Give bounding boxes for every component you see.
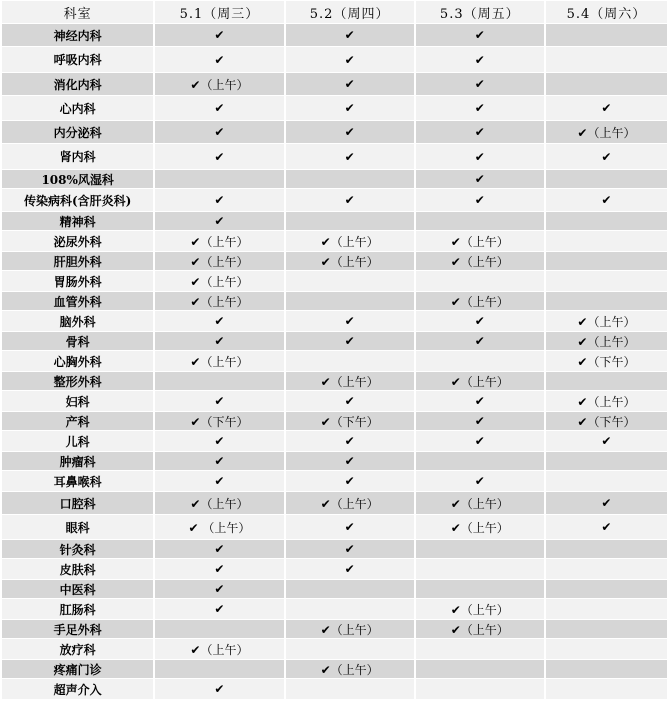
department-name: 耳鼻喉科 (2, 471, 153, 491)
schedule-cell-day-2: ✔ (286, 559, 414, 579)
schedule-cell-day-4: ✔ (546, 96, 667, 120)
schedule-cell-day-4: ✔ (546, 492, 667, 514)
schedule-cell-day-3: ✔（上午） (416, 492, 544, 514)
schedule-cell-day-3: ✔ (416, 391, 544, 411)
schedule-cell-day-2: ✔（下午） (286, 412, 414, 430)
schedule-cell-day-2 (286, 271, 414, 291)
table-row (2, 189, 667, 211)
schedule-cell-day-4: ✔ (546, 144, 667, 169)
schedule-cell-day-1 (155, 660, 283, 678)
schedule-cell-day-1: ✔（上午） (155, 252, 283, 270)
schedule-cell-day-2 (286, 639, 414, 659)
department-name: 肾内科 (2, 144, 153, 169)
schedule-cell-day-4 (546, 452, 667, 470)
department-name: 心内科 (2, 96, 153, 120)
schedule-cell-day-3 (416, 679, 544, 699)
department-name: 皮肤科 (2, 559, 153, 579)
table-row (2, 679, 667, 699)
table-row (2, 452, 667, 470)
schedule-body (2, 24, 667, 699)
schedule-cell-day-3 (416, 639, 544, 659)
schedule-cell-day-4 (546, 271, 667, 291)
schedule-cell-day-1: ✔ (155, 121, 283, 143)
schedule-cell-day-3 (416, 559, 544, 579)
schedule-cell-day-3 (416, 580, 544, 598)
table-row (2, 391, 667, 411)
schedule-cell-day-3: ✔ (416, 471, 544, 491)
schedule-cell-day-1: ✔ (155, 24, 283, 46)
table-row (2, 559, 667, 579)
department-name: 产科 (2, 412, 153, 430)
schedule-cell-day-3: ✔（上午） (416, 515, 544, 539)
table-row (2, 492, 667, 514)
schedule-cell-day-1: ✔（上午） (155, 351, 283, 371)
schedule-cell-day-3 (416, 212, 544, 230)
department-name: 神经内科 (2, 24, 153, 46)
department-name: 中医科 (2, 580, 153, 598)
schedule-cell-day-3: ✔ (416, 121, 544, 143)
schedule-cell-day-2 (286, 599, 414, 619)
schedule-cell-day-4 (546, 252, 667, 270)
table-row (2, 252, 667, 270)
schedule-cell-day-3: ✔ (416, 412, 544, 430)
table-row (2, 292, 667, 310)
schedule-cell-day-2: ✔ (286, 471, 414, 491)
schedule-cell-day-4 (546, 679, 667, 699)
schedule-cell-day-2: ✔（上午） (286, 660, 414, 678)
schedule-cell-day-3: ✔（上午） (416, 372, 544, 390)
schedule-cell-day-1: ✔ (155, 391, 283, 411)
schedule-cell-day-1: ✔ (155, 599, 283, 619)
table-row (2, 471, 667, 491)
header-day-4: 5.4（周六） (546, 1, 667, 23)
department-name: 泌尿外科 (2, 231, 153, 251)
schedule-cell-day-1: ✔（下午） (155, 412, 283, 430)
schedule-cell-day-4: ✔ (546, 515, 667, 539)
department-name: 呼吸内科 (2, 47, 153, 72)
schedule-cell-day-2: ✔ (286, 47, 414, 72)
schedule-cell-day-1: ✔ (155, 332, 283, 350)
schedule-cell-day-1 (155, 170, 283, 188)
schedule-cell-day-4: ✔（上午） (546, 391, 667, 411)
schedule-cell-day-4 (546, 540, 667, 558)
schedule-cell-day-2 (286, 292, 414, 310)
schedule-cell-day-4 (546, 599, 667, 619)
department-name: 疼痛门诊 (2, 660, 153, 678)
schedule-cell-day-3: ✔（上午） (416, 599, 544, 619)
schedule-cell-day-1: ✔ (155, 189, 283, 211)
schedule-cell-day-1: ✔ (155, 431, 283, 451)
department-name: 胃肠外科 (2, 271, 153, 291)
table-row (2, 580, 667, 598)
schedule-cell-day-3: ✔ (416, 47, 544, 72)
schedule-cell-day-4 (546, 24, 667, 46)
schedule-cell-day-2: ✔ (286, 73, 414, 95)
table-row (2, 170, 667, 188)
department-name: 精神科 (2, 212, 153, 230)
table-row (2, 271, 667, 291)
schedule-cell-day-3: ✔ (416, 73, 544, 95)
schedule-cell-day-2: ✔ (286, 144, 414, 169)
table-row (2, 332, 667, 350)
department-name: 整形外科 (2, 372, 153, 390)
department-name: 血管外科 (2, 292, 153, 310)
department-name: 放疗科 (2, 639, 153, 659)
schedule-cell-day-2: ✔（上午） (286, 620, 414, 638)
schedule-cell-day-4 (546, 639, 667, 659)
schedule-cell-day-4 (546, 73, 667, 95)
department-name: 肛肠科 (2, 599, 153, 619)
schedule-cell-day-3: ✔ (416, 431, 544, 451)
table-row (2, 515, 667, 539)
schedule-cell-day-3: ✔ (416, 170, 544, 188)
department-name: 儿科 (2, 431, 153, 451)
table-row (2, 73, 667, 95)
schedule-cell-day-4 (546, 580, 667, 598)
schedule-cell-day-2 (286, 580, 414, 598)
department-name: 骨科 (2, 332, 153, 350)
schedule-cell-day-4: ✔ (546, 431, 667, 451)
header-department: 科室 (2, 1, 153, 23)
schedule-cell-day-2: ✔ (286, 311, 414, 331)
schedule-cell-day-3 (416, 660, 544, 678)
department-name: 肝胆外科 (2, 252, 153, 270)
table-row (2, 311, 667, 331)
schedule-cell-day-3 (416, 540, 544, 558)
table-row (2, 372, 667, 390)
schedule-cell-day-4: ✔（上午） (546, 332, 667, 350)
table-row (2, 431, 667, 451)
schedule-cell-day-1: ✔ (155, 559, 283, 579)
schedule-cell-day-1: ✔ (155, 679, 283, 699)
department-name: 眼科 (2, 515, 153, 539)
schedule-cell-day-3 (416, 452, 544, 470)
table-row (2, 121, 667, 143)
table-row (2, 144, 667, 169)
schedule-cell-day-3: ✔ (416, 311, 544, 331)
schedule-cell-day-1: ✔（上午） (155, 292, 283, 310)
schedule-cell-day-2: ✔ (286, 540, 414, 558)
schedule-cell-day-2: ✔ (286, 332, 414, 350)
table-row (2, 660, 667, 678)
department-name: 消化内科 (2, 73, 153, 95)
department-name: 脑外科 (2, 311, 153, 331)
table-row (2, 47, 667, 72)
department-name: 口腔科 (2, 492, 153, 514)
schedule-cell-day-3: ✔（上午） (416, 252, 544, 270)
schedule-cell-day-4: ✔ (546, 189, 667, 211)
header-day-2: 5.2（周四） (286, 1, 414, 23)
department-name: 内分泌科 (2, 121, 153, 143)
header-row (2, 1, 667, 23)
schedule-cell-day-2: ✔ (286, 391, 414, 411)
department-name: 肿瘤科 (2, 452, 153, 470)
schedule-cell-day-1: ✔ (155, 47, 283, 72)
schedule-cell-day-2: ✔ (286, 189, 414, 211)
schedule-cell-day-2 (286, 679, 414, 699)
table-row (2, 620, 667, 638)
schedule-cell-day-4 (546, 231, 667, 251)
schedule-cell-day-1: ✔ （上午） (155, 515, 283, 539)
schedule-cell-day-4 (546, 292, 667, 310)
schedule-cell-day-4 (546, 620, 667, 638)
schedule-cell-day-4 (546, 170, 667, 188)
schedule-cell-day-1: ✔（上午） (155, 73, 283, 95)
schedule-cell-day-1 (155, 372, 283, 390)
schedule-cell-day-1: ✔（上午） (155, 492, 283, 514)
schedule-cell-day-3: ✔ (416, 189, 544, 211)
schedule-cell-day-4 (546, 47, 667, 72)
schedule-cell-day-4: ✔（下午） (546, 351, 667, 371)
schedule-cell-day-2: ✔ (286, 24, 414, 46)
schedule-cell-day-2 (286, 351, 414, 371)
schedule-cell-day-3 (416, 271, 544, 291)
schedule-cell-day-3: ✔（上午） (416, 292, 544, 310)
schedule-cell-day-4 (546, 471, 667, 491)
schedule-cell-day-2: ✔（上午） (286, 372, 414, 390)
department-name: 妇科 (2, 391, 153, 411)
schedule-cell-day-4: ✔（上午） (546, 311, 667, 331)
schedule-cell-day-2: ✔（上午） (286, 492, 414, 514)
schedule-cell-day-3: ✔（上午） (416, 620, 544, 638)
schedule-cell-day-2: ✔ (286, 431, 414, 451)
table-row (2, 96, 667, 120)
schedule-cell-day-1: ✔（上午） (155, 231, 283, 251)
table-row (2, 351, 667, 371)
schedule-cell-day-1: ✔ (155, 311, 283, 331)
schedule-cell-day-3: ✔ (416, 96, 544, 120)
schedule-cell-day-1: ✔ (155, 452, 283, 470)
schedule-cell-day-1 (155, 620, 283, 638)
schedule-cell-day-1: ✔ (155, 471, 283, 491)
schedule-cell-day-2 (286, 170, 414, 188)
schedule-cell-day-4: ✔（上午） (546, 121, 667, 143)
schedule-cell-day-3: ✔ (416, 144, 544, 169)
schedule-cell-day-1: ✔（上午） (155, 639, 283, 659)
department-name: 108%风湿科 (2, 170, 153, 188)
schedule-cell-day-3: ✔ (416, 332, 544, 350)
schedule-cell-day-4 (546, 559, 667, 579)
schedule-cell-day-1: ✔ (155, 540, 283, 558)
schedule-cell-day-4: ✔（下午） (546, 412, 667, 430)
schedule-cell-day-3 (416, 351, 544, 371)
table-row (2, 212, 667, 230)
schedule-cell-day-2: ✔ (286, 515, 414, 539)
header-day-3: 5.3（周五） (416, 1, 544, 23)
table-row (2, 599, 667, 619)
table-row (2, 24, 667, 46)
schedule-cell-day-4 (546, 372, 667, 390)
schedule-cell-day-2 (286, 212, 414, 230)
schedule-cell-day-3: ✔ (416, 24, 544, 46)
table-row (2, 540, 667, 558)
table-row (2, 412, 667, 430)
schedule-cell-day-4 (546, 660, 667, 678)
department-name: 心胸外科 (2, 351, 153, 371)
schedule-cell-day-3: ✔（上午） (416, 231, 544, 251)
department-name: 超声介入 (2, 679, 153, 699)
table-row (2, 639, 667, 659)
schedule-cell-day-2: ✔（上午） (286, 252, 414, 270)
schedule-cell-day-2: ✔ (286, 452, 414, 470)
header-day-1: 5.1（周三） (155, 1, 283, 23)
schedule-cell-day-2: ✔ (286, 121, 414, 143)
schedule-cell-day-2: ✔ (286, 96, 414, 120)
schedule-cell-day-1: ✔ (155, 144, 283, 169)
schedule-cell-day-1: ✔ (155, 96, 283, 120)
department-name: 针灸科 (2, 540, 153, 558)
schedule-cell-day-1: ✔（上午） (155, 271, 283, 291)
table-row (2, 231, 667, 251)
schedule-cell-day-1: ✔ (155, 212, 283, 230)
department-name: 传染病科(含肝炎科) (2, 189, 153, 211)
department-name: 手足外科 (2, 620, 153, 638)
schedule-cell-day-1: ✔ (155, 580, 283, 598)
schedule-cell-day-4 (546, 212, 667, 230)
schedule-cell-day-2: ✔（上午） (286, 231, 414, 251)
